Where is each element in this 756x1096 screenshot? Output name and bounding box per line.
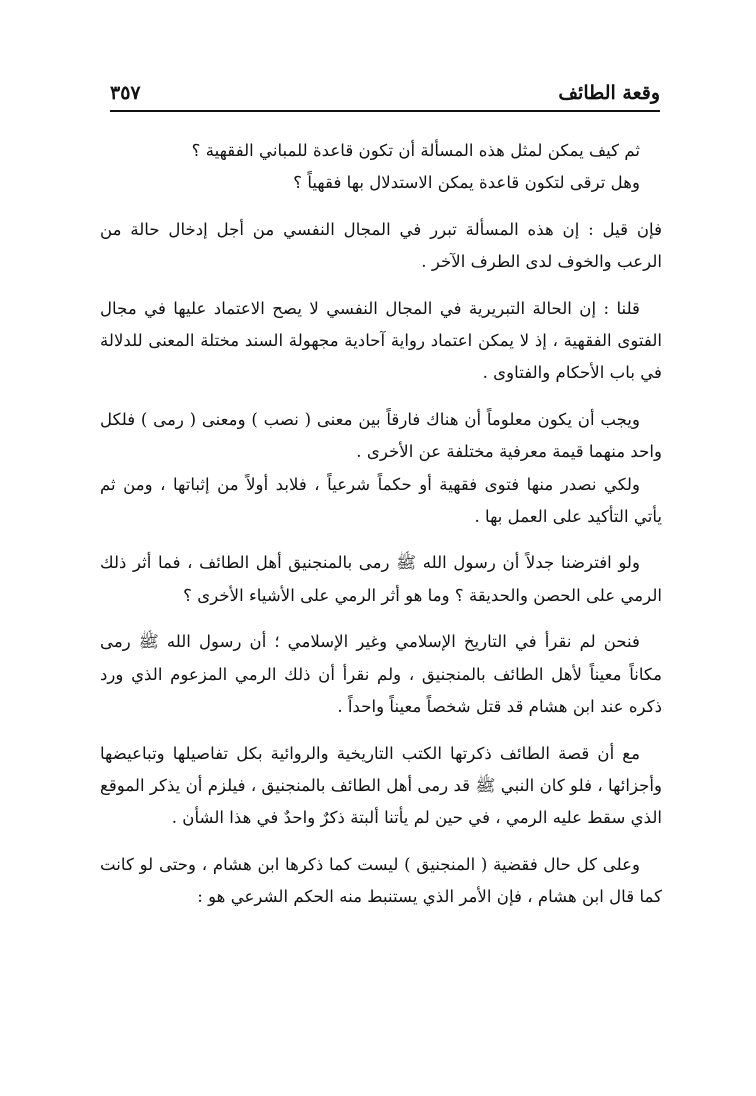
paragraph-story: مع أن قصة الطائف ذكرتها الكتب التاريخية والروائية بكل تفاصيلها وتباعيضها وأجزائها ، فلو كان النبي ﷺ قد رمى أهل الطائف بالمنجنيق ، فيلزم أن يذكر الموقع الذي سقط عليه الرمي ، في حين لم يأتنا ألبتة ذكرٌ واحدٌ في هذا الشأن . xyxy=(100,743,662,828)
page-body xyxy=(100,135,662,914)
header-divider xyxy=(110,110,660,112)
paragraph-fatwa: ولكي نصدر منها فتوى فقهية أو حكماً شرعياً ، فلابد أولاً من إثباتها ، ومن ثم يأتي التأكيد على العمل بها . xyxy=(100,474,662,527)
paragraph-conclusion: وعلى كل حال فقضية ( المنجنيق ) ليست كما ذكرها ابن هشام ، وحتى لو كانت كما قال ابن هشام ، فإن الأمر الذي يستنبط منه الحكم الشرعي هو : xyxy=(100,854,662,907)
paragraph-question-2: وهل ترقى لتكون قاعدة يمكن الاستدلال بها فقهياً ؟ xyxy=(293,173,640,193)
paragraph-hypothesis: ولو افترضنا جدلاً أن رسول الله ﷺ رمى بالمنجنيق أهل الطائف ، فما أثر ذلك الرمي على الحصن والحديقة ؟ وما هو أثر الرمي على الأشياء الأخرى ؟ xyxy=(100,553,662,605)
paragraph-objection: فإن قيل : إن هذه المسألة تبرر في المجال النفسي من أجل إدخال حالة من الرعب والخوف لدى الطرف الآخر . xyxy=(100,219,662,272)
paragraph-reply: قلنا : إن الحالة التبريرية في المجال النفسي لا يصح الاعتماد عليها في مجال الفتوى الفقهية ، إذ لا يمكن اعتماد رواية آحادية مجهولة السند مختلة المعنى للدلالة في باب الأحكام والفتاوى . xyxy=(100,298,662,383)
chapter-title: وقعة الطائف xyxy=(558,82,660,104)
page-number: ٣٥٧ xyxy=(110,82,141,104)
paragraph-history: فنحن لم نقرأ في التاريخ الإسلامي وغير الإسلامي ؛ أن رسول الله ﷺ رمى مكاناً معيناً لأهل الطائف بالمنجنيق ، ولم نقرأ أن ذلك الرمي المزعوم الذي ورد ذكره عند ابن هشام قد قتل شخصاً معيناً واحداً . xyxy=(100,632,662,717)
paragraph-distinction: ويجب أن يكون معلوماً أن هناك فارقاً بين معنى ( نصب ) ومعنى ( رمى ) فلكل واحد منهما قيمة معرفية مختلفة عن الأخرى . xyxy=(100,409,662,462)
paragraph-question-1: ثم كيف يمكن لمثل هذه المسألة أن تكون قاعدة للمباني الفقهية ؟ xyxy=(191,141,640,160)
running-header xyxy=(110,76,660,112)
